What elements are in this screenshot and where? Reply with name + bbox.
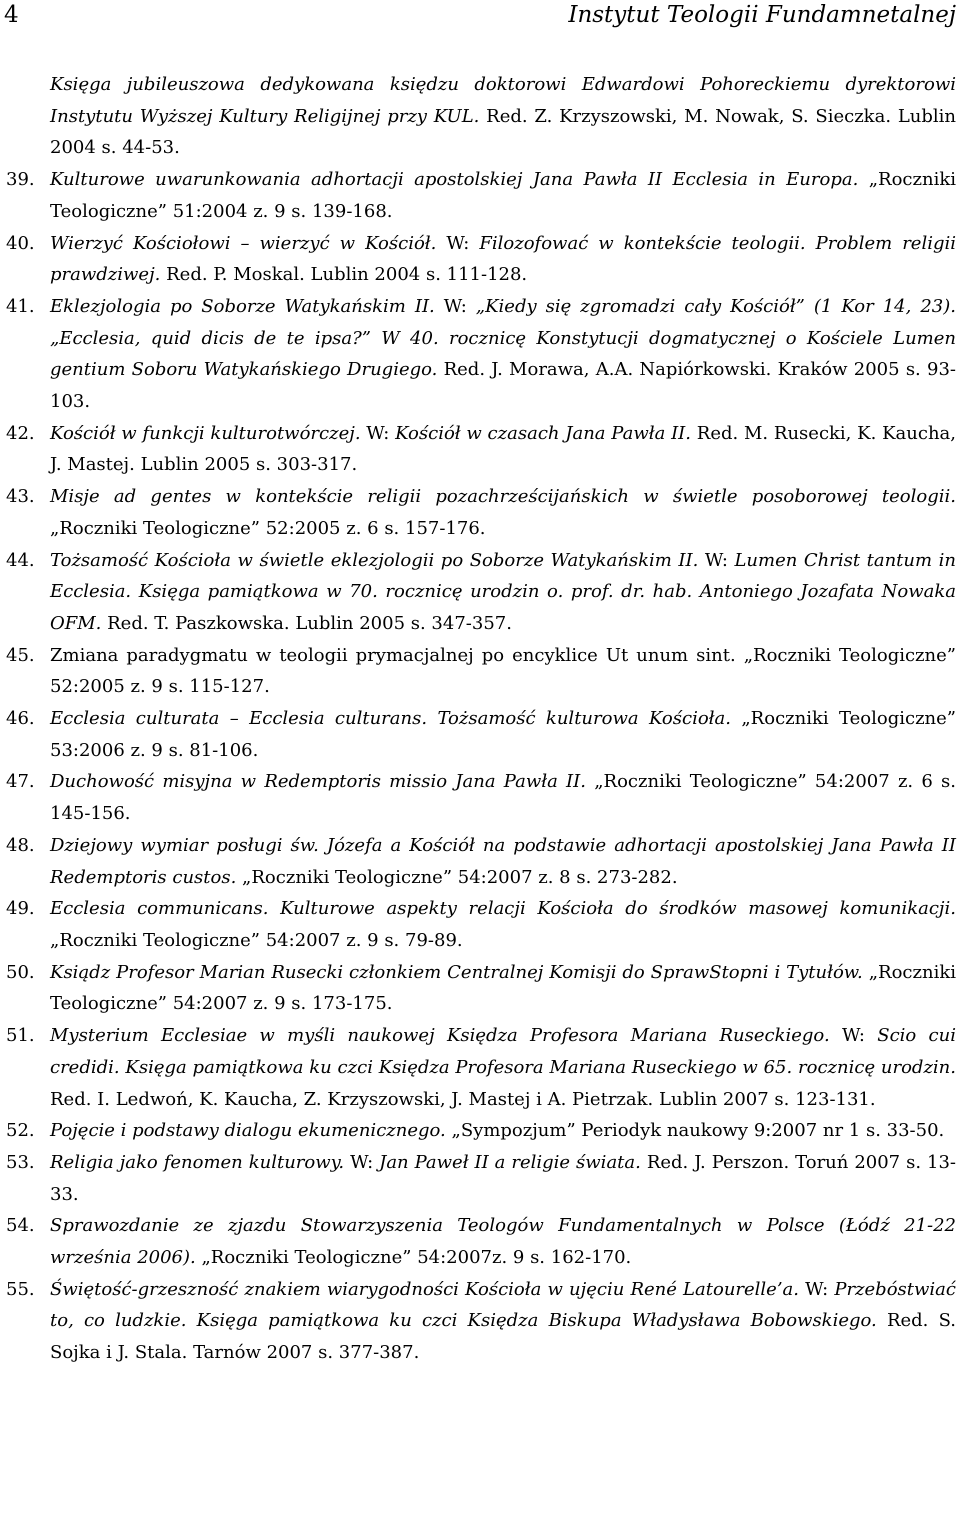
entry-text (50, 545, 956, 640)
entry-text (50, 703, 956, 766)
bibliography-entry (6, 640, 956, 703)
entry-title-italic: Mysterium Ecclesiae w myśli naukowej Księdza Profesora Mariana Ruseckiego. (50, 1025, 830, 1047)
bibliography-entry (6, 957, 956, 1020)
entry-details: W: (360, 422, 396, 444)
entry-details (439, 328, 449, 349)
entry-title-italic: Ecclesia culturata – Ecclesia culturans. Tożsamość kulturowa Kościoła. (50, 708, 731, 730)
entry-text (50, 291, 956, 418)
continuation-title: Księga jubileuszowa dedykowana księdzu doktorowi Edwardowi Pohoreckiemu dyrektorowi Instytutu Wyższej Kultury Religijnej przy KUL. (50, 74, 956, 127)
entry-details: Red. M. Rusecki, K. Kaucha, J. Mastej. Lublin 2005 s. 303-317. (50, 422, 956, 476)
entry-number: 48. (6, 834, 35, 856)
bibliography-entry (6, 481, 956, 544)
entry-number: 51. (6, 1025, 35, 1047)
entry-title-italic: Dziejowy wymiar posługi św. Józefa a Kościół na podstawie adhortacji apostolskiej Jana Pawła II Redemptoris custos. (50, 834, 956, 888)
entry-number: 39. (6, 169, 35, 191)
entry-text (50, 1210, 956, 1273)
bibliography-entry (6, 893, 956, 956)
entry-text (50, 481, 956, 544)
entry-number: 50. (6, 961, 35, 983)
entry-details: „Roczniki Teologiczne” 53:2006 z. 9 s. 81-106. (50, 708, 957, 761)
entry-details: „Roczniki Teologiczne” 54:2007 z. 9 s. 79-89. (50, 929, 463, 951)
entry-details: W: (829, 1025, 878, 1047)
entry-title-italic: Kościół w funkcji kulturotwórczej. (50, 422, 361, 444)
bibliography-entry (6, 1115, 956, 1147)
entry-title-italic: rocznicę Konstytucji dogmatycznej o Kościele Lumen gentium Soboru Watykańskiego Drugiego. (50, 327, 956, 381)
entry-details: W: (344, 1151, 380, 1173)
entry-title-italic: Sprawozdanie ze zjazdu Stowarzyszenia Teologów Fundamentalnych w Polsce (Łódź 21-22 września 2006). (50, 1215, 956, 1269)
entry-title-italic: Ksiądz Profesor Marian Rusecki członkiem Centralnej Komisji do SprawStopni i Tytułów. (50, 961, 863, 983)
entry-details: „Roczniki Teologiczne” 52:2005 z. 6 s. 157-176. (50, 517, 486, 539)
entry-number: 43. (6, 486, 35, 508)
entry-title-italic: Kulturowe uwarunkowania adhortacji apostolskiej Jana Pawła II Ecclesia in Europa. (50, 169, 859, 191)
entry-title-italic: Wierzyć Kościołowi – wierzyć w Kościół. (50, 232, 437, 254)
entry-title-italic: Tożsamość Kościoła w świetle eklezjologii po Soborze Watykańskim II. (50, 549, 699, 571)
entry-details: W: (436, 232, 480, 254)
entry-text (50, 1147, 956, 1210)
entry-title-italic: Misje ad gentes w kontekście religii pozachrześcijańskich w świetle posoborowej teologii. (50, 486, 956, 508)
bibliography-entry (6, 703, 956, 766)
entry-text (50, 164, 956, 227)
entry-details: „Roczniki Teologiczne” 51:2004 z. 9 s. 139-168. (50, 169, 956, 222)
bibliography-entry (6, 766, 956, 829)
entry-title-italic: Ecclesia communicans. Kulturowe aspekty relacji Kościoła do środków masowej komunikacji. (50, 898, 956, 920)
entry-details: Red. P. Moskal. Lublin 2004 s. 111-128. (160, 264, 528, 286)
entry-number: 47. (6, 771, 35, 793)
bibliography-entry (6, 545, 956, 640)
running-title: Instytut Teologii Fundamnetalnej (568, 2, 956, 28)
entry-title-italic: Pojęcie i podstawy dialogu ekumenicznego. (50, 1120, 446, 1142)
entry-title-italic: Lumen Christ tantum in Ecclesia. Księga pamiątkowa w 70. rocznicę urodzin o. prof. dr. hab. Antoniego Jozafata Nowaka OFM. (50, 549, 956, 634)
entry-number: 42. (6, 422, 35, 444)
entry-text (50, 830, 956, 893)
entry-title-italic: Świętość-grzeszność znakiem wiarygodności Kościoła w ujęciu René Latourelle’a. (50, 1278, 800, 1300)
entry-title-italic: Filozofować w kontekście teologii. Problem religii prawdziwej. (50, 232, 957, 286)
entry-number: 44. (6, 549, 35, 571)
page-number: 4 (4, 2, 19, 28)
entry-details: W: (698, 549, 735, 571)
entry-text (50, 418, 956, 481)
running-header (0, 0, 960, 30)
entry-title-italic: „Kiedy się zgromadzi cały Kościół” (1 Kor 14, 23). „Ecclesia, quid dicis de te ipsa?” W 40. (50, 295, 956, 349)
entry-title-italic: Duchowość misyjna w Redemptoris missio Jana Pawła II. (50, 771, 586, 793)
entry-details: Red. S. Sojka i J. Stala. Tarnów 2007 s. 377-387. (50, 1310, 956, 1364)
entry-text (50, 1115, 956, 1147)
entry-text (50, 766, 956, 829)
entry-title-italic: Kościół w czasach Jana Pawła II. (395, 422, 692, 444)
entry-title-italic: Eklezjologia po Soborze Watykańskim II. (50, 295, 435, 317)
bibliography-entry (6, 418, 956, 481)
entry-text (50, 957, 956, 1020)
bibliography-entry (6, 228, 956, 291)
bibliography-entry (6, 291, 956, 418)
entry-details: Red. T. Paszkowska. Lublin 2005 s. 347-357. (101, 612, 512, 634)
entry-text (50, 1020, 956, 1115)
entry-text (50, 893, 956, 956)
entry-number: 45. (6, 644, 35, 666)
entry-details: „Sympozjum” Periodyk naukowy 9:2007 nr 1 s. 33-50. (445, 1120, 945, 1142)
entry-details: „Roczniki Teologiczne” 54:2007 z. 9 s. 173-175. (50, 961, 957, 1015)
entry-title-italic: Jan Paweł II a religie świata. (379, 1151, 641, 1173)
entry-number: 40. (6, 232, 35, 254)
entry-text (50, 640, 956, 703)
bibliography-entry (6, 1020, 956, 1115)
entry-details: W: (434, 295, 476, 317)
entry-title-italic: Przebóstwiać to, co ludzkie. Księga pamiątkowa ku czci Księdza Biskupa Władysława Bobowskiego. (50, 1278, 956, 1332)
entry-text (50, 1274, 956, 1369)
bibliography-entry (6, 1147, 956, 1210)
bibliography-entry (6, 830, 956, 893)
entry-details: Red. J. Morawa, A.A. Napiórkowski. Kraków 2005 s. 93-103. (50, 359, 956, 413)
entry-number: 54. (6, 1215, 35, 1237)
entry-details: Red. I. Ledwoń, K. Kaucha, Z. Krzyszowski, J. Mastej i A. Pietrzak. Lublin 2007 s. 123-131. (50, 1088, 876, 1110)
entry-details: Zmiana paradygmatu w teologii prymacjalnej po encyklice Ut unum sint. „Roczniki Teologiczne” 52:2005 z. 9 s. 115-127. (50, 644, 956, 698)
entry-details: „Roczniki Teologiczne” 54:2007 z. 8 s. 273-282. (236, 866, 678, 888)
entry-number: 41. (6, 295, 35, 317)
bibliography-entry (6, 1274, 956, 1369)
entry-number: 52. (6, 1120, 35, 1142)
entry-title-italic: Religia jako fenomen kulturowy. (50, 1151, 345, 1173)
entry-details: „Roczniki Teologiczne” 54:2007z. 9 s. 162-170. (195, 1247, 632, 1269)
entry-details: Red. J. Perszon. Toruń 2007 s. 13-33. (50, 1151, 956, 1205)
bibliography-entry (6, 164, 956, 227)
bibliography-continuation (50, 69, 956, 164)
entry-details: „Roczniki Teologiczne” 54:2007 z. 6 s. 145-156. (50, 771, 957, 825)
entry-title-italic: Scio cui credidi. Księga pamiątkowa ku czci Księdza Profesora Mariana Ruseckiego w 65. rocznicę urodzin. (50, 1025, 956, 1078)
entry-number: 55. (6, 1278, 35, 1300)
entry-number: 53. (6, 1151, 35, 1173)
entry-details: W: (799, 1278, 835, 1300)
entry-number: 46. (6, 708, 35, 730)
bibliography-list (6, 69, 956, 1369)
continuation-details: Red. Z. Krzyszowski, M. Nowak, S. Sieczka. Lublin 2004 s. 44-53. (50, 105, 956, 159)
entry-number: 49. (6, 898, 35, 920)
bibliography-entry (6, 1210, 956, 1273)
entry-text (50, 228, 956, 291)
